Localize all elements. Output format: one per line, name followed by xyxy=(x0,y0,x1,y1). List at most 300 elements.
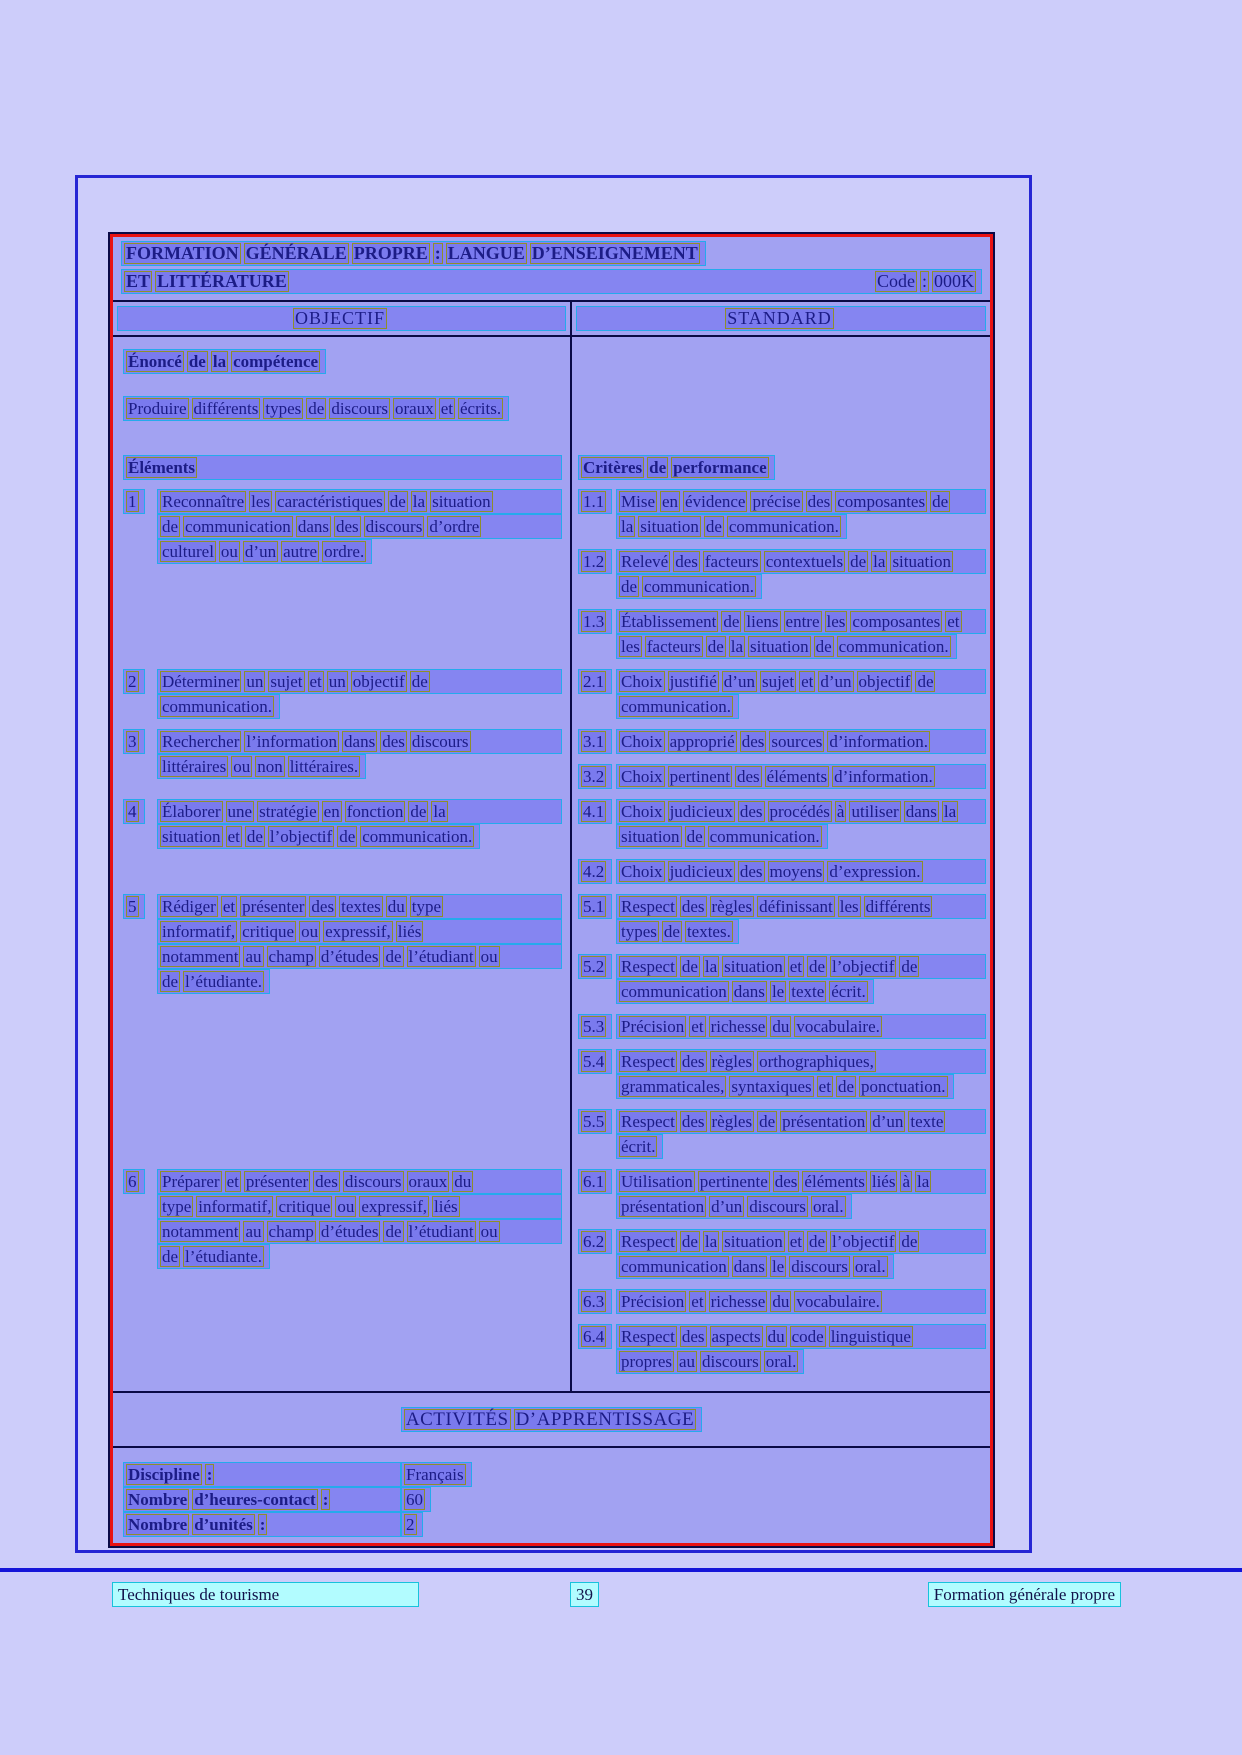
word-box: en xyxy=(662,492,679,511)
criterion-line xyxy=(616,859,986,884)
word-box: types xyxy=(265,399,302,418)
standard-heading xyxy=(576,306,986,331)
word-box: de xyxy=(759,1112,776,1131)
criterion-item xyxy=(572,609,990,659)
word-box: performance xyxy=(673,458,767,477)
word-box: notamment xyxy=(162,947,239,966)
criterion-item xyxy=(572,859,990,884)
criterion-line xyxy=(616,1254,894,1279)
word-box: composantes xyxy=(852,612,941,631)
word-box: type xyxy=(162,1197,192,1216)
word-box: oraux xyxy=(395,399,434,418)
word-box: sujet xyxy=(270,672,303,691)
criterion-item xyxy=(572,799,990,849)
word-box: présentation xyxy=(782,1112,866,1131)
word-box: liens xyxy=(746,612,779,631)
word-box: ou xyxy=(480,947,498,966)
criterion-number xyxy=(578,669,612,694)
word-box: GÉNÉRALE xyxy=(245,243,347,263)
word-box: Établissement xyxy=(621,612,717,631)
word-box: texte xyxy=(910,1112,944,1131)
word-box: ordre. xyxy=(324,542,365,561)
word-box: d’information. xyxy=(829,732,929,751)
element-number xyxy=(123,799,145,824)
competence-header-area xyxy=(113,337,990,489)
word-box: de xyxy=(681,1232,698,1251)
word-box: objectif xyxy=(352,672,405,691)
word-box: discours xyxy=(411,732,469,751)
word-box: de xyxy=(705,517,722,536)
word-box: utiliser xyxy=(851,802,899,821)
word-box: 6.1 xyxy=(583,1172,605,1191)
word-box: 4.2 xyxy=(583,862,605,881)
word-box: d’ordre xyxy=(429,517,480,536)
word-box: des xyxy=(681,1327,705,1346)
word-box: de xyxy=(809,957,826,976)
word-box: judicieux xyxy=(669,802,733,821)
criterion-line xyxy=(616,1349,804,1374)
word-box: ou xyxy=(337,1197,355,1216)
word-box: et xyxy=(789,1232,802,1251)
criterion-item xyxy=(572,764,990,789)
word-box: STANDARD xyxy=(727,308,832,328)
criterion-item xyxy=(572,669,990,719)
table-header xyxy=(113,237,990,300)
word-box: syntaxiques xyxy=(731,1077,812,1096)
word-box: des xyxy=(741,732,765,751)
word-box: oral. xyxy=(854,1257,886,1276)
word-box: définissant xyxy=(759,897,833,916)
word-box: du xyxy=(454,1172,472,1191)
word-box: de xyxy=(901,1232,918,1251)
word-box: : xyxy=(259,1515,266,1534)
word-box: et xyxy=(947,612,960,631)
word-box: de xyxy=(162,517,179,536)
criterion-number xyxy=(578,489,612,514)
word-box: 4 xyxy=(128,802,137,821)
element-number xyxy=(123,1169,145,1194)
element-line xyxy=(157,669,562,694)
word-box: Précision xyxy=(621,1017,685,1036)
element-item xyxy=(113,729,570,779)
criterion-line xyxy=(616,1074,954,1099)
word-box: Déterminer xyxy=(162,672,240,691)
word-box: FORMATION xyxy=(126,243,239,263)
element-line xyxy=(157,824,480,849)
word-box: au xyxy=(245,1222,262,1241)
word-box: communication xyxy=(185,517,291,536)
word-box: Nombre xyxy=(128,1515,188,1534)
word-box: Critères xyxy=(583,458,643,477)
enonce-heading xyxy=(123,349,326,374)
word-box: l’objectif xyxy=(269,827,333,846)
word-box: communication. xyxy=(728,517,839,536)
element-item xyxy=(113,894,570,994)
word-box: Rédiger xyxy=(162,897,216,916)
criterion-line xyxy=(616,609,986,634)
word-box: discours xyxy=(791,1257,848,1276)
word-box: l’objectif xyxy=(832,1232,895,1251)
criterion-number xyxy=(578,954,612,979)
word-box: 5.1 xyxy=(583,897,605,916)
word-box: Reconnaître xyxy=(162,492,245,511)
word-box: communication. xyxy=(162,697,273,716)
word-box: de xyxy=(339,827,356,846)
word-box: éléments xyxy=(804,1172,865,1191)
code-label xyxy=(875,271,979,292)
word-box: : xyxy=(322,1490,329,1509)
word-box: littéraires. xyxy=(289,757,359,776)
word-box: justifié xyxy=(669,672,717,691)
word-box: 6 xyxy=(128,1172,137,1191)
word-box: communication. xyxy=(362,827,473,846)
criterion-line xyxy=(616,764,986,789)
word-box: des xyxy=(807,492,831,511)
word-box: entre xyxy=(785,612,820,631)
enonce-text xyxy=(123,396,509,421)
title-line-2 xyxy=(121,269,982,294)
word-box: Respect xyxy=(621,957,675,976)
word-box: Respect xyxy=(621,1327,675,1346)
word-box: l’information xyxy=(246,732,338,751)
word-box: orthographiques, xyxy=(759,1052,874,1071)
word-box: ou xyxy=(480,1222,498,1241)
word-box: oraux xyxy=(408,1172,448,1191)
word-box: la xyxy=(412,492,426,511)
word-box: l’étudiant xyxy=(408,1222,474,1241)
word-box: 6.3 xyxy=(583,1292,605,1311)
word-box: culturel xyxy=(162,542,214,561)
word-box: OBJECTIF xyxy=(294,308,385,328)
word-box: vocabulaire. xyxy=(796,1017,880,1036)
word-box: texte xyxy=(791,982,825,1001)
word-box: et xyxy=(309,672,322,691)
word-box: évidence xyxy=(685,492,746,511)
criterion-line xyxy=(616,824,828,849)
word-box: de xyxy=(649,458,667,477)
criterion-number xyxy=(578,799,612,824)
word-box: procédés xyxy=(769,802,830,821)
objectif-heading-text xyxy=(293,308,390,329)
word-box: éléments xyxy=(766,767,828,786)
word-box: au xyxy=(245,947,262,966)
word-box: sujet xyxy=(761,672,795,691)
word-box: moyens xyxy=(769,862,823,881)
word-box: des xyxy=(315,1172,338,1191)
criterion-item xyxy=(572,1289,990,1314)
word-box: 60 xyxy=(406,1490,423,1509)
element-item xyxy=(113,799,570,849)
word-box: communication. xyxy=(621,697,732,716)
element-line xyxy=(157,799,562,824)
word-box: la xyxy=(433,802,446,821)
word-box: ou xyxy=(233,757,251,776)
criterion-item xyxy=(572,1014,990,1039)
word-box: vocabulaire. xyxy=(796,1292,880,1311)
word-box: les xyxy=(826,612,846,631)
criterion-line xyxy=(616,1289,986,1314)
criterion-line xyxy=(616,1014,986,1039)
word-box: 1.2 xyxy=(583,552,605,571)
element-cell xyxy=(113,1169,570,1384)
criterion-line xyxy=(616,799,986,824)
word-box: écrit. xyxy=(621,1137,656,1156)
word-box: Choix xyxy=(621,672,663,691)
criterion-number xyxy=(578,1169,612,1194)
word-box: de xyxy=(917,672,934,691)
criterion-number xyxy=(578,1229,612,1254)
footer-page-number: 39 xyxy=(570,1582,599,1607)
criteria-cell xyxy=(570,1169,990,1384)
detail-unites xyxy=(123,1512,982,1537)
column-headers xyxy=(113,300,990,337)
objective-row xyxy=(113,1169,990,1384)
word-box: et xyxy=(691,1292,704,1311)
word-box: 5.2 xyxy=(583,957,605,976)
word-box: de xyxy=(663,922,680,941)
criterion-line xyxy=(616,574,762,599)
element-line xyxy=(157,894,562,919)
word-box: situation xyxy=(750,637,809,656)
word-box: Produire xyxy=(128,399,187,418)
word-box: des xyxy=(675,552,698,571)
word-box: expressif, xyxy=(361,1197,427,1216)
word-box: écrits. xyxy=(460,399,502,418)
word-box: 1 xyxy=(128,492,137,511)
word-box: 2.1 xyxy=(583,672,605,691)
criterion-line xyxy=(616,1194,852,1219)
element-cell xyxy=(113,669,570,729)
word-box: d’un xyxy=(872,1112,904,1131)
word-box: des xyxy=(739,862,763,881)
criteria-cell xyxy=(570,894,990,1169)
criterion-line xyxy=(616,1109,986,1134)
criterion-line xyxy=(616,514,847,539)
criterion-line xyxy=(616,634,957,659)
unites-label xyxy=(123,1512,401,1537)
word-box: linguistique xyxy=(830,1327,911,1346)
word-box: informatif, xyxy=(198,1197,272,1216)
element-line xyxy=(157,539,372,564)
word-box: dans xyxy=(733,982,765,1001)
word-box: richesse xyxy=(710,1017,766,1036)
word-box: de xyxy=(723,612,740,631)
word-box: stratégie xyxy=(259,802,317,821)
criterion-line xyxy=(616,1229,986,1254)
word-box: caractéristiques xyxy=(277,492,383,511)
word-box: le xyxy=(771,982,785,1001)
word-box: Discipline xyxy=(128,1465,200,1484)
word-box: Énoncé xyxy=(128,352,182,371)
word-box: : xyxy=(206,1465,213,1484)
word-box: informatif, xyxy=(162,922,236,941)
element-line xyxy=(157,1194,562,1219)
element-cell xyxy=(113,489,570,669)
elements-criteria-rows xyxy=(113,489,990,1384)
enonce-cell xyxy=(113,337,570,489)
word-box: règles xyxy=(711,897,753,916)
criterion-number xyxy=(578,1014,612,1039)
word-box: liés xyxy=(871,1172,896,1191)
word-box: LANGUE xyxy=(447,243,525,263)
word-box: Élaborer xyxy=(162,802,221,821)
course-details xyxy=(113,1448,990,1543)
word-box: Préparer xyxy=(162,1172,220,1191)
word-box: Utilisation xyxy=(621,1172,693,1191)
word-box: d’un xyxy=(244,542,277,561)
word-box: un xyxy=(328,672,346,691)
title-line-1 xyxy=(121,241,706,266)
word-box: Respect xyxy=(621,1232,675,1251)
criterion-item xyxy=(572,549,990,599)
word-box: : xyxy=(434,243,441,263)
word-box: Respect xyxy=(621,1052,675,1071)
element-line xyxy=(157,694,280,719)
criterion-number xyxy=(578,894,612,919)
word-box: 5.4 xyxy=(583,1052,605,1071)
word-box: ACTIVITÉS xyxy=(405,1409,509,1430)
word-box: 2 xyxy=(406,1515,415,1534)
standard-column-header-cell xyxy=(570,302,990,335)
element-line xyxy=(157,1244,270,1269)
element-item xyxy=(113,1169,570,1269)
word-box: liés xyxy=(434,1197,458,1216)
word-box: 6.4 xyxy=(583,1327,605,1346)
word-box: et xyxy=(818,1077,831,1096)
unites-value xyxy=(401,1512,423,1537)
word-box: : xyxy=(921,271,927,291)
word-box: la xyxy=(873,552,886,571)
word-box: des xyxy=(739,802,763,821)
table-body xyxy=(113,337,990,1391)
word-box: code xyxy=(791,1327,824,1346)
title-line-2-text xyxy=(124,271,292,292)
activities-heading xyxy=(401,1407,702,1432)
page-panel xyxy=(75,175,1032,1553)
word-box: 3.1 xyxy=(583,732,605,751)
word-box: et xyxy=(801,672,814,691)
word-box: l’étudiante. xyxy=(185,972,262,991)
word-box: 3 xyxy=(128,732,137,751)
criteres-heading xyxy=(578,455,775,480)
word-box: 5 xyxy=(128,897,137,916)
word-box: de xyxy=(385,947,402,966)
criterion-line xyxy=(616,1169,986,1194)
criterion-number xyxy=(578,1289,612,1314)
word-box: communication. xyxy=(838,637,949,656)
word-box: une xyxy=(227,802,253,821)
word-box: de xyxy=(707,637,724,656)
word-box: situation xyxy=(724,957,783,976)
element-item xyxy=(113,669,570,719)
word-box: discours xyxy=(331,399,388,418)
word-box: 3.2 xyxy=(583,767,605,786)
word-box: champ xyxy=(268,947,314,966)
word-box: d’information. xyxy=(834,767,933,786)
word-box: présenter xyxy=(245,1172,309,1191)
word-box: des xyxy=(382,732,405,751)
word-box: notamment xyxy=(162,1222,239,1241)
word-box: des xyxy=(681,1052,705,1071)
word-box: un xyxy=(246,672,264,691)
criterion-line xyxy=(616,979,874,1004)
word-box: de xyxy=(686,827,703,846)
standard-heading-text xyxy=(725,308,837,329)
word-box: des xyxy=(681,1112,705,1131)
element-line xyxy=(157,969,270,994)
element-item xyxy=(113,489,570,564)
word-box: d’expression. xyxy=(829,862,921,881)
element-number xyxy=(123,894,145,919)
word-box: types xyxy=(621,922,657,941)
word-box: pertinente xyxy=(699,1172,768,1191)
criterion-item xyxy=(572,894,990,944)
word-box: 4.1 xyxy=(583,802,605,821)
word-box: Code xyxy=(876,271,915,291)
word-box: judicieux xyxy=(669,862,733,881)
word-box: et xyxy=(222,897,236,916)
word-box: facteurs xyxy=(704,552,759,571)
element-line xyxy=(157,919,562,944)
word-box: de xyxy=(389,492,406,511)
body-filler-row xyxy=(113,1384,990,1391)
word-box: des xyxy=(681,897,705,916)
criterion-number xyxy=(578,609,612,634)
element-number xyxy=(123,489,145,514)
word-box: présentation xyxy=(621,1197,705,1216)
element-cell xyxy=(113,894,570,1169)
word-box: des xyxy=(736,767,760,786)
word-box: discours xyxy=(365,517,423,536)
word-box: situation xyxy=(621,827,680,846)
element-line xyxy=(157,514,562,539)
word-box: 2 xyxy=(128,672,137,691)
word-box: de xyxy=(385,1222,402,1241)
word-box: de xyxy=(850,552,867,571)
discipline-value xyxy=(401,1462,472,1487)
word-box: l’objectif xyxy=(832,957,895,976)
criterion-number xyxy=(578,859,612,884)
word-box: de xyxy=(837,1077,854,1096)
criterion-line xyxy=(616,894,986,919)
word-box: règles xyxy=(711,1112,753,1131)
element-line xyxy=(157,1219,562,1244)
criterion-number xyxy=(578,1049,612,1074)
word-box: critique xyxy=(278,1197,331,1216)
criterion-line xyxy=(616,1134,663,1159)
word-box: de xyxy=(411,672,428,691)
word-box: Choix xyxy=(621,767,663,786)
word-box: du xyxy=(772,1292,790,1311)
criterion-line xyxy=(616,549,986,574)
word-box: et xyxy=(789,957,802,976)
word-box: Nombre xyxy=(128,1490,188,1509)
criterion-line xyxy=(616,489,986,514)
word-box: de xyxy=(162,1247,179,1266)
word-box: d’un xyxy=(820,672,852,691)
word-box: 5.3 xyxy=(583,1017,605,1036)
word-box: la xyxy=(730,637,744,656)
word-box: Choix xyxy=(621,862,663,881)
criterion-item xyxy=(572,729,990,754)
objective-row xyxy=(113,799,990,894)
word-box: richesse xyxy=(710,1292,766,1311)
word-box: situation xyxy=(724,1232,783,1251)
word-box: dans xyxy=(733,1257,765,1276)
word-box: la xyxy=(704,1232,718,1251)
word-box: 1.3 xyxy=(583,612,605,631)
objective-row xyxy=(113,894,990,1169)
